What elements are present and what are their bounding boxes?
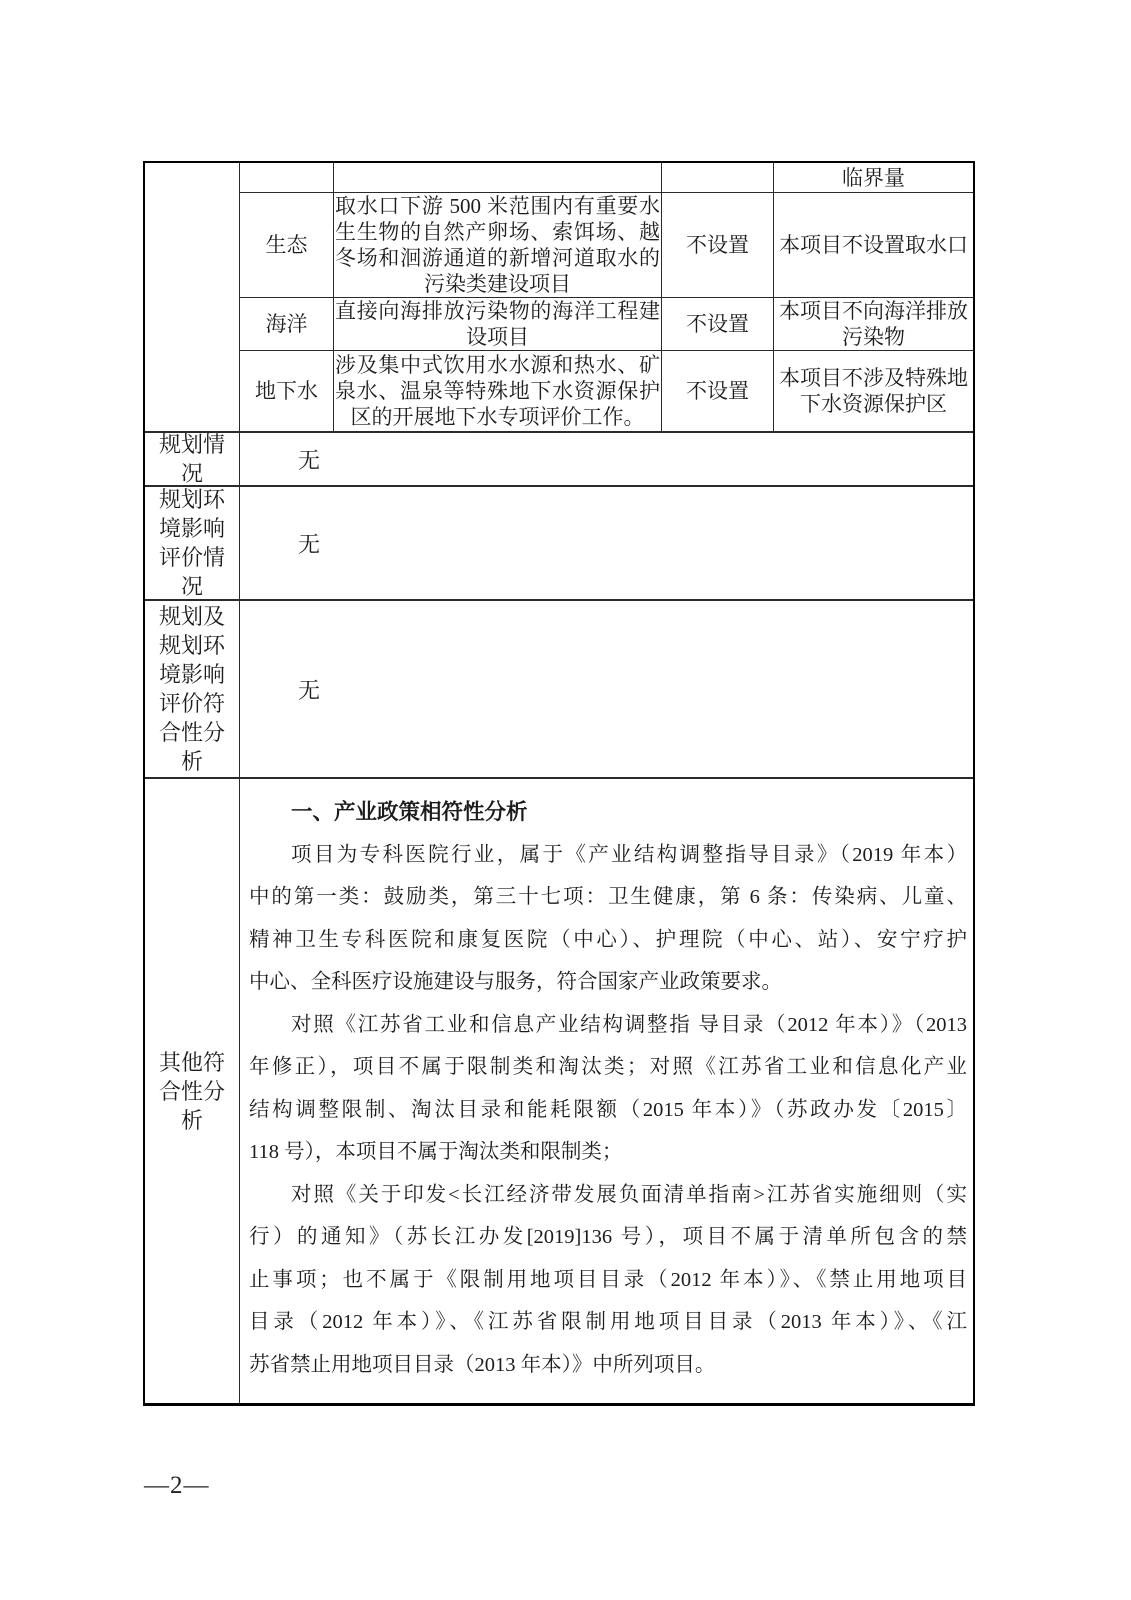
analysis-line: 对照《江苏省工业和信息产业结构调整指 导目录（2012 年本）》（2013: [291, 1013, 967, 1036]
reason-cell: 本项目不涉及特殊地下水资源保护区: [779, 366, 968, 416]
critical-empty-cell-1: [240, 163, 334, 192]
row-label: [145, 487, 240, 599]
row-value: 无: [298, 677, 321, 703]
row-other-conformity: [145, 779, 973, 1403]
analysis-line: 苏省禁止用地项目目录（2013 年本）》中所列项目。: [249, 1353, 716, 1376]
reason-cell: 本项目不设置取水口: [779, 233, 968, 257]
row-label: [145, 779, 240, 1403]
row-value: 无: [298, 447, 321, 473]
row-label: [145, 601, 240, 777]
row-label-text: 规划情况: [158, 432, 225, 486]
critical-header-row: [240, 163, 973, 193]
analysis-line: 止事项；也不属于《限制用地项目目录（2012 年本）》、《禁止用地项目: [249, 1268, 967, 1291]
critical-empty-cell-3: [662, 163, 774, 192]
row-planning-eia-status: [145, 487, 973, 601]
row-label-text: 规划及规划环境影响评价符合性分析: [158, 604, 225, 774]
screening-section-row: [145, 163, 973, 433]
screening-table: [240, 163, 973, 431]
page-number: —2—: [144, 1472, 210, 1499]
condition-text: 取水口下游 500 米范围内有重要水生生物的自然产卵场、索饵场、越冬场和洄游通道的新增河道取水的污染类建设项目: [335, 194, 660, 296]
analysis-line: 项目为专科医院行业，属于《产业结构调整指导目录》（2019 年本）: [291, 843, 967, 866]
category-cell: 海洋: [240, 298, 334, 350]
result-cell: 不设置: [662, 193, 774, 297]
analysis-heading: 一、产业政策相符性分析: [291, 800, 528, 824]
screening-row-groundwater: [240, 351, 973, 431]
analysis-line: 中心、全科医疗设施建设与服务，符合国家产业政策要求。: [249, 971, 782, 993]
condition-cell: [334, 193, 662, 297]
analysis-line: 年修正），项目不属于限制类和淘汰类；对照《江苏省工业和信息化产业: [249, 1056, 967, 1078]
row-planning-status: [145, 433, 973, 487]
analysis-line: 中的第一类：鼓励类，第三十七项：卫生健康，第 6 条：传染病、儿童、: [249, 886, 967, 908]
screening-label-cell: [145, 163, 240, 431]
condition-text: 直接向海排放污染物的海洋工程建设项目: [335, 299, 660, 349]
result-cell: 不设置: [662, 298, 774, 350]
analysis-line: 结构调整限制、淘汰目录和能耗限额（2015 年本）》（苏政办发〔2015〕: [249, 1098, 967, 1121]
result-cell: 不设置: [662, 351, 774, 431]
category-cell: 地下水: [240, 351, 334, 431]
row-label-text: 其他符合性分析: [158, 1049, 225, 1133]
condition-cell: [334, 298, 662, 350]
screening-row-ecology: [240, 193, 973, 298]
analysis-line: 目录（2012 年本）》、《江苏省限制用地项目目录（2013 年本）》、《江: [249, 1311, 967, 1333]
assessment-table: [143, 161, 975, 1406]
row-label: [145, 433, 240, 485]
row-label-text: 规划环境影响评价情况: [158, 487, 225, 599]
critical-header-cell: 临界量: [842, 165, 905, 190]
analysis-line: 118 号），本项目不属于淘汰类和限制类；: [249, 1141, 623, 1163]
category-cell: 生态: [240, 193, 334, 297]
condition-cell: [334, 351, 662, 431]
screening-row-ocean: [240, 298, 973, 351]
analysis-line: 对照《关于印发<长江经济带发展负面清单指南>江苏省实施细则（实: [291, 1183, 967, 1206]
row-planning-conformity: [145, 601, 973, 779]
critical-empty-cell-2: [334, 163, 662, 192]
analysis-line: 精神卫生专科医院和康复医院（中心）、护理院（中心、站）、安宁疗护: [249, 928, 967, 951]
analysis-body: [240, 779, 973, 1386]
reason-cell: 本项目不向海洋排放污染物: [779, 299, 968, 349]
analysis-line: 行）的通知》（苏长江办发[2019]136 号），项目不属于清单所包含的禁: [249, 1226, 967, 1248]
row-value: 无: [298, 531, 321, 557]
condition-text: 涉及集中式饮用水水源和热水、矿泉水、温泉等特殊地下水资源保护区的开展地下水专项评价工作。: [335, 353, 660, 429]
